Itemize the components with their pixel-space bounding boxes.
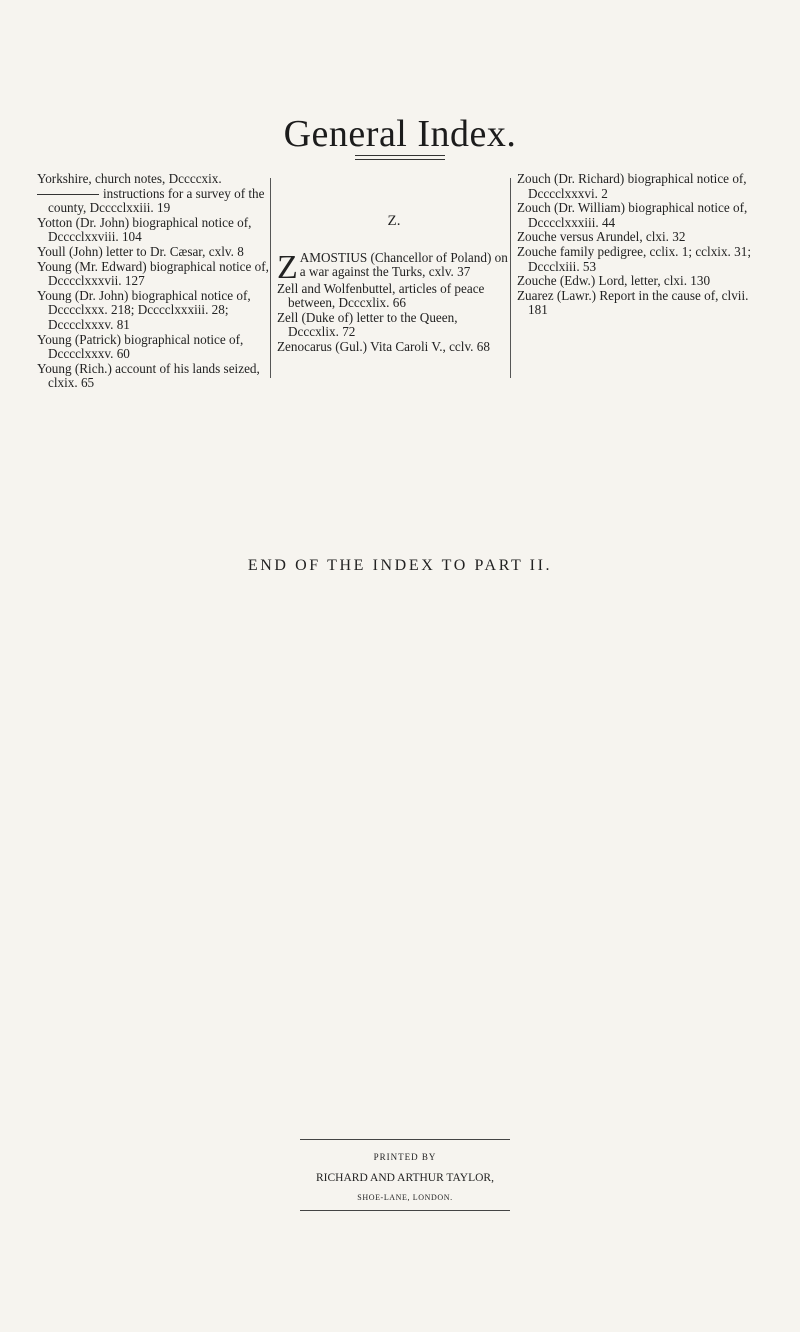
index-entry: Zell (Duke of) letter to the Queen, Dcccxlix. 72 (277, 309, 458, 340)
index-entry: Young (Rich.) account of his lands seized, clxix. 65 (37, 360, 260, 391)
column-rule-left (270, 178, 271, 378)
index-entry: Youll (John) letter to Dr. Cæsar, cxlv. 8 (37, 243, 244, 259)
index-column-1 (37, 172, 269, 391)
index-entry: Yorkshire, church notes, Dccccxix. (37, 171, 222, 186)
index-entry-text: instructions for a survey of the county, Dcccclxxiii. 19 (48, 185, 265, 216)
index-entry: Young (Dr. John) biographical notice of, Dcccclxxx. 218; Dcccclxxxiii. 28; Dcccclxxxv. 81 (37, 287, 251, 332)
index-entry: Young (Mr. Edward) biographical notice of, Dcccclxxxvii. 127 (37, 258, 269, 289)
index-entry: Zell and Wolfenbuttel, articles of peace between, Dcccxlix. 66 (277, 280, 485, 311)
printer-line-2: RICHARD AND ARTHUR TAYLOR, (316, 1172, 494, 1184)
index-entry: Zouch (Dr. Richard) biographical notice of, Dcccclxxxvi. 2 (517, 171, 747, 201)
printer-line-1: PRINTED BY (373, 1152, 437, 1162)
index-entry: Zouch (Dr. William) biographical notice of, Dcccclxxxiii. 44 (517, 200, 748, 230)
index-entry (277, 248, 511, 286)
index-entry: Zouche family pedigree, cclix. 1; cclxix. 31; Dccclxiii. 53 (517, 243, 751, 274)
drop-cap: Z (277, 248, 298, 286)
title-rule (355, 155, 445, 160)
end-of-index-note: END OF THE INDEX TO PART II. (247, 557, 553, 574)
index-entry: Zouche versus Arundel, clxi. 32 (517, 229, 686, 245)
ditto-dash (37, 194, 99, 195)
index-entry: Zouche (Edw.) Lord, letter, clxi. 130 (517, 273, 711, 289)
printer-line-3: SHOE-LANE, LONDON. (357, 1193, 453, 1202)
index-column-3 (517, 172, 769, 318)
printer-imprint (300, 1139, 510, 1211)
index-entry: Yotton (Dr. John) biographical notice of, Dcccclxxviii. 104 (37, 214, 252, 245)
page-title: General Index. (283, 113, 517, 155)
index-entry: Zenocarus (Gul.) Vita Caroli V., cclv. 68 (277, 338, 490, 354)
index-entry: Zuarez (Lawr.) Report in the cause of, clvii. 181 (517, 287, 749, 318)
index-column-2 (277, 172, 511, 355)
index-entry (37, 187, 269, 216)
index-entry-text: AMOSTIUS (Chancellor of Poland) on a war against the Turks, cxlv. 37 (299, 249, 508, 280)
letter-heading: Z. (387, 213, 401, 229)
index-entry: Young (Patrick) biographical notice of, Dcccclxxxv. 60 (37, 331, 244, 362)
